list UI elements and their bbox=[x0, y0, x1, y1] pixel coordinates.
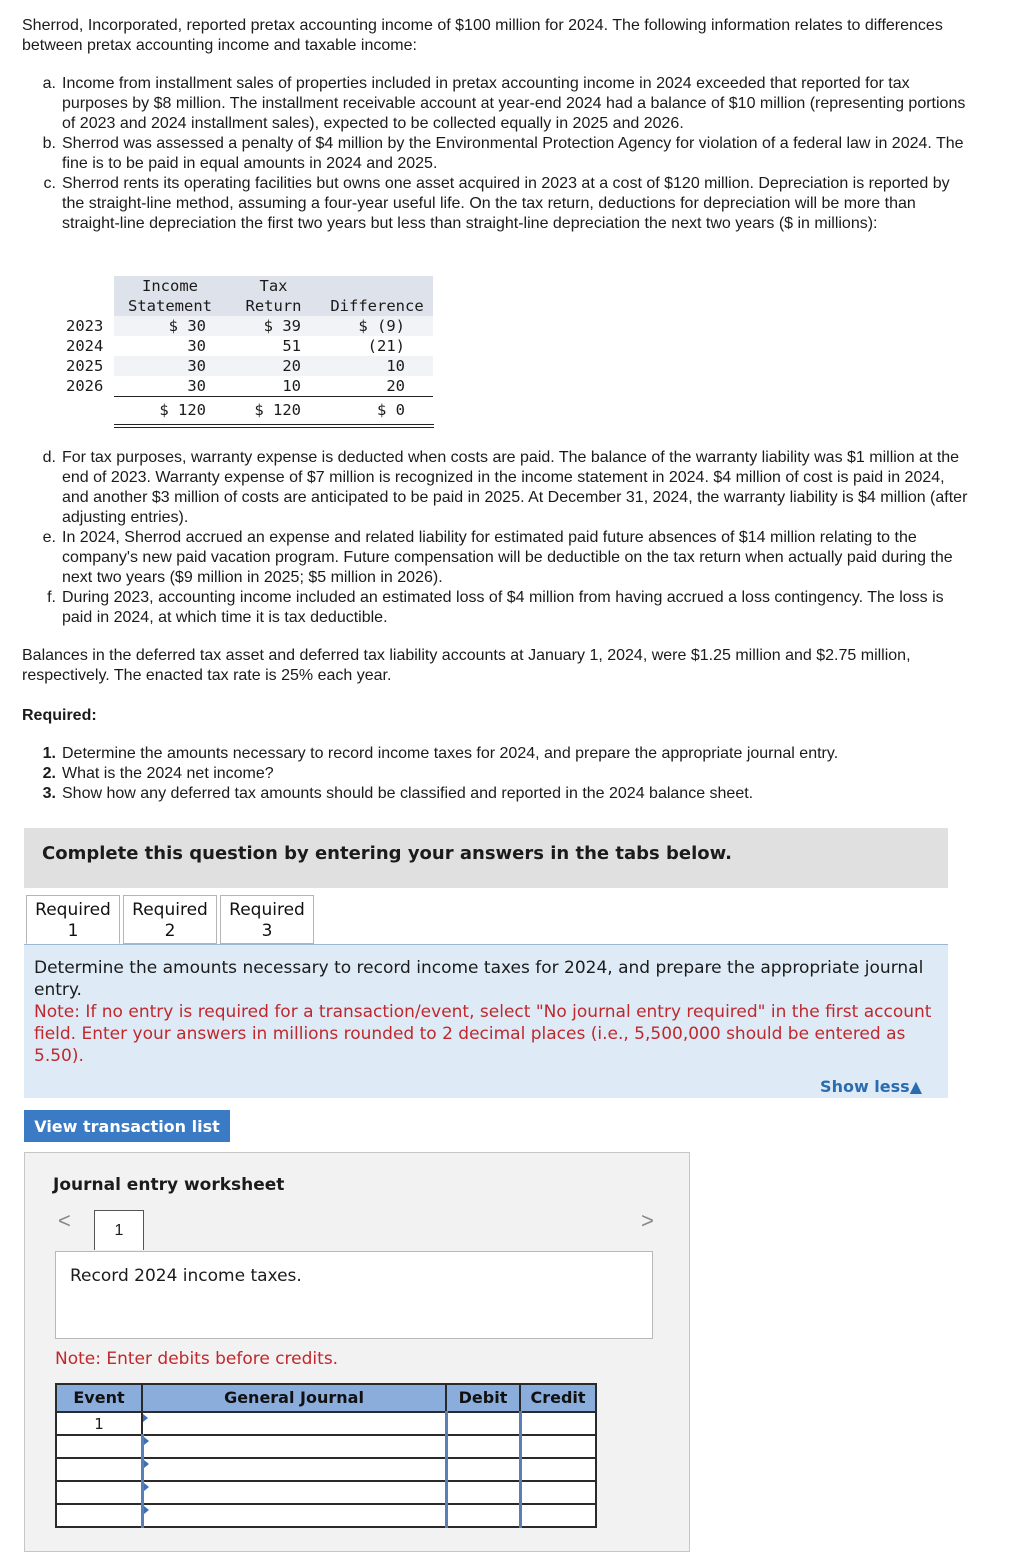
table-row bbox=[56, 1458, 596, 1481]
items-a-to-c bbox=[22, 74, 972, 234]
item-label: e. bbox=[42, 529, 56, 546]
year-cell: 2024 bbox=[66, 337, 104, 355]
account-select[interactable] bbox=[142, 1435, 446, 1458]
tax-cell: $ 39 bbox=[226, 316, 321, 336]
year-cell: 2025 bbox=[66, 357, 104, 375]
debit-input[interactable] bbox=[446, 1412, 520, 1435]
item-text: Show how any deferred tax amounts should be classified and reported in the 2024 balance sheet. bbox=[62, 785, 754, 802]
list-item bbox=[22, 588, 972, 628]
required-heading: Required: bbox=[22, 707, 97, 724]
col-header-debit: Debit bbox=[446, 1384, 520, 1412]
debit-input[interactable] bbox=[446, 1481, 520, 1504]
event-cell: 1 bbox=[56, 1412, 142, 1435]
col-header-tax-1: Tax bbox=[226, 276, 321, 296]
item-label: c. bbox=[43, 175, 56, 192]
table-header-row bbox=[62, 276, 433, 296]
dropdown-marker-icon bbox=[144, 1460, 149, 1468]
income-cell: $ 30 bbox=[114, 316, 226, 336]
table-row bbox=[62, 356, 433, 376]
list-item bbox=[22, 528, 972, 588]
worksheet-title: Journal entry worksheet bbox=[53, 1175, 285, 1195]
difference-total: $ 0 bbox=[321, 397, 433, 422]
list-item bbox=[22, 784, 972, 804]
table-row bbox=[62, 316, 433, 336]
debit-input[interactable] bbox=[446, 1504, 520, 1527]
instructions-text: Determine the amounts necessary to record income taxes for 2024, and prepare the appropriate journal entry. bbox=[34, 958, 924, 1000]
col-header-income-1: Income bbox=[114, 276, 226, 296]
dropdown-marker-icon bbox=[144, 1506, 149, 1514]
tab-number: 1 bbox=[67, 921, 79, 941]
table-header-row bbox=[56, 1384, 596, 1412]
event-cell bbox=[56, 1504, 142, 1527]
general-journal-table bbox=[55, 1383, 597, 1528]
account-select[interactable] bbox=[142, 1481, 446, 1504]
list-item bbox=[22, 134, 972, 174]
chevron-left-icon[interactable]: < bbox=[58, 1208, 71, 1233]
item-text: During 2023, accounting income included an estimated loss of $4 million from having accrued a loss contingency. The loss is paid in 2024, at which time it is tax deductible. bbox=[62, 589, 944, 626]
table-header-row bbox=[62, 296, 433, 316]
complete-banner bbox=[24, 828, 948, 888]
event-cell bbox=[56, 1481, 142, 1504]
account-select[interactable] bbox=[142, 1504, 446, 1527]
col-header-income-2: Statement bbox=[114, 296, 226, 316]
income-total: $ 120 bbox=[114, 397, 226, 422]
chevron-right-icon[interactable]: > bbox=[641, 1208, 654, 1233]
event-cell bbox=[56, 1458, 142, 1481]
tab-required-2[interactable] bbox=[123, 895, 217, 944]
tab-number: 2 bbox=[164, 921, 176, 941]
complete-banner-text: Complete this question by entering your answers in the tabs below. bbox=[42, 843, 732, 864]
items-d-to-f bbox=[22, 448, 972, 628]
difference-cell: $ (9) bbox=[321, 316, 433, 336]
item-text: In 2024, Sherrod accrued an expense and related liability for estimated paid future absences of $14 million relating to the company's new paid vacation program. Future compensation will be deductible on the tax return when actually paid during the next two years ($9 million in 2025; $5 million in 2026). bbox=[62, 529, 953, 586]
event-cell bbox=[56, 1435, 142, 1458]
balances-paragraph: Balances in the deferred tax asset and deferred tax liability accounts at January 1, 2024, were $1.25 million and $2.75 million, respectively. The enacted tax rate is 25% each year. bbox=[22, 647, 911, 684]
item-text: What is the 2024 net income? bbox=[62, 765, 274, 782]
entry-description-box bbox=[55, 1251, 653, 1339]
col-header-difference: Difference bbox=[321, 296, 433, 316]
worksheet-note: Note: Enter debits before credits. bbox=[55, 1349, 339, 1369]
dropdown-marker-icon bbox=[143, 1414, 148, 1422]
table-row bbox=[62, 376, 433, 397]
col-header-credit: Credit bbox=[520, 1384, 596, 1412]
dropdown-marker-icon bbox=[144, 1483, 149, 1491]
difference-cell: 10 bbox=[321, 356, 433, 376]
income-cell: 30 bbox=[187, 377, 206, 395]
account-select[interactable] bbox=[142, 1458, 446, 1481]
year-cell: 2023 bbox=[66, 317, 104, 335]
instructions-note: Note: If no entry is required for a transaction/event, select "No journal entry required" in the first account field. Enter your answers in millions rounded to 2 decimal places (i.e., 5,500,000 should be entered as 5.50). bbox=[34, 1002, 932, 1066]
income-cell: 30 bbox=[114, 356, 226, 376]
item-label: 1. bbox=[42, 745, 56, 762]
tax-cell: 51 bbox=[282, 337, 301, 355]
journal-entry-worksheet bbox=[24, 1152, 690, 1552]
item-label: b. bbox=[42, 135, 56, 152]
item-label: f. bbox=[47, 589, 56, 606]
table-total-row bbox=[62, 397, 433, 422]
difference-cell: 20 bbox=[386, 377, 405, 395]
tab-number: 3 bbox=[261, 921, 273, 941]
difference-cell: (21) bbox=[367, 337, 405, 355]
income-cell: 30 bbox=[187, 337, 206, 355]
item-text: Sherrod was assessed a penalty of $4 million by the Environmental Protection Agency for violation of a federal law in 2024. The fine is to be paid in equal amounts in 2024 and 2025. bbox=[62, 135, 964, 172]
item-text: Determine the amounts necessary to record income taxes for 2024, and prepare the appropriate journal entry. bbox=[62, 745, 839, 762]
item-label: d. bbox=[42, 449, 56, 466]
tab-required-1[interactable] bbox=[26, 895, 120, 944]
col-header-general-journal: General Journal bbox=[142, 1384, 446, 1412]
list-item bbox=[22, 744, 972, 764]
table-row bbox=[56, 1504, 596, 1527]
col-header-tax-2: Return bbox=[226, 296, 321, 316]
table-row bbox=[56, 1481, 596, 1504]
debit-input[interactable] bbox=[446, 1458, 520, 1481]
depreciation-table bbox=[62, 276, 433, 422]
item-label: 2. bbox=[42, 765, 56, 782]
instructions-panel bbox=[24, 944, 948, 1098]
tax-cell: 20 bbox=[226, 356, 321, 376]
credit-input[interactable] bbox=[520, 1504, 596, 1527]
item-label: a. bbox=[42, 75, 56, 92]
tab-label: Required bbox=[132, 900, 208, 920]
table-row bbox=[56, 1435, 596, 1458]
list-item bbox=[22, 74, 972, 134]
credit-input[interactable] bbox=[520, 1412, 596, 1435]
tax-cell: 10 bbox=[282, 377, 301, 395]
credit-input[interactable] bbox=[520, 1435, 596, 1458]
list-item bbox=[22, 174, 972, 234]
tab-label: Required bbox=[229, 900, 305, 920]
item-text: Sherrod rents its operating facilities but owns one asset acquired in 2023 at a cost of $120 million. Depreciation is reported by the straight-line method, assuming a four-year useful life. On the tax return, deductions for depreciation will be more than straight-line depreciation the first two years but less than straight-line depreciation the next two years ($ in millions): bbox=[62, 175, 950, 232]
problem-intro: Sherrod, Incorporated, reported pretax accounting income of $100 million for 2024. The following information relates to differences between pretax accounting income and taxable income: bbox=[22, 17, 943, 54]
list-item bbox=[22, 764, 972, 784]
required-tabs bbox=[26, 895, 317, 944]
tab-label: Required bbox=[35, 900, 111, 920]
tax-total: $ 120 bbox=[226, 397, 321, 422]
credit-input[interactable] bbox=[520, 1458, 596, 1481]
item-text: Income from installment sales of properties included in pretax accounting income in 2024 exceeded that reported for tax purposes by $8 million. The installment receivable account at year-end 2024 had a balance of $10 million (representing portions of 2023 and 2024 installment sales), expected to be collected equally in 2025 and 2026. bbox=[62, 75, 966, 132]
show-less-link[interactable]: Show less▲ bbox=[820, 1077, 922, 1096]
list-item bbox=[22, 448, 972, 528]
debit-input[interactable] bbox=[446, 1435, 520, 1458]
dropdown-marker-icon bbox=[144, 1437, 149, 1445]
double-underline bbox=[114, 424, 434, 428]
table-row bbox=[62, 336, 433, 356]
col-header-event: Event bbox=[56, 1384, 142, 1412]
item-text: For tax purposes, warranty expense is deducted when costs are paid. The balance of the warranty liability was $1 million at the end of 2023. Warranty expense of $7 million is recognized in the income statement in 2024. $4 million of cost is paid in 2024, and another $3 million of costs are anticipated to be paid in 2025. At December 31, 2024, the warranty liability is $4 million (after adjusting entries). bbox=[62, 449, 968, 526]
required-list bbox=[22, 744, 972, 804]
credit-input[interactable] bbox=[520, 1481, 596, 1504]
tab-required-3[interactable] bbox=[220, 895, 314, 944]
year-cell: 2026 bbox=[66, 377, 104, 396]
item-label: 3. bbox=[42, 785, 56, 802]
account-select[interactable] bbox=[142, 1412, 446, 1435]
entry-description: Record 2024 income taxes. bbox=[70, 1266, 302, 1286]
worksheet-page-tab[interactable]: 1 bbox=[94, 1210, 144, 1250]
table-row bbox=[56, 1412, 596, 1435]
view-transaction-list-button[interactable]: View transaction list bbox=[24, 1110, 230, 1142]
